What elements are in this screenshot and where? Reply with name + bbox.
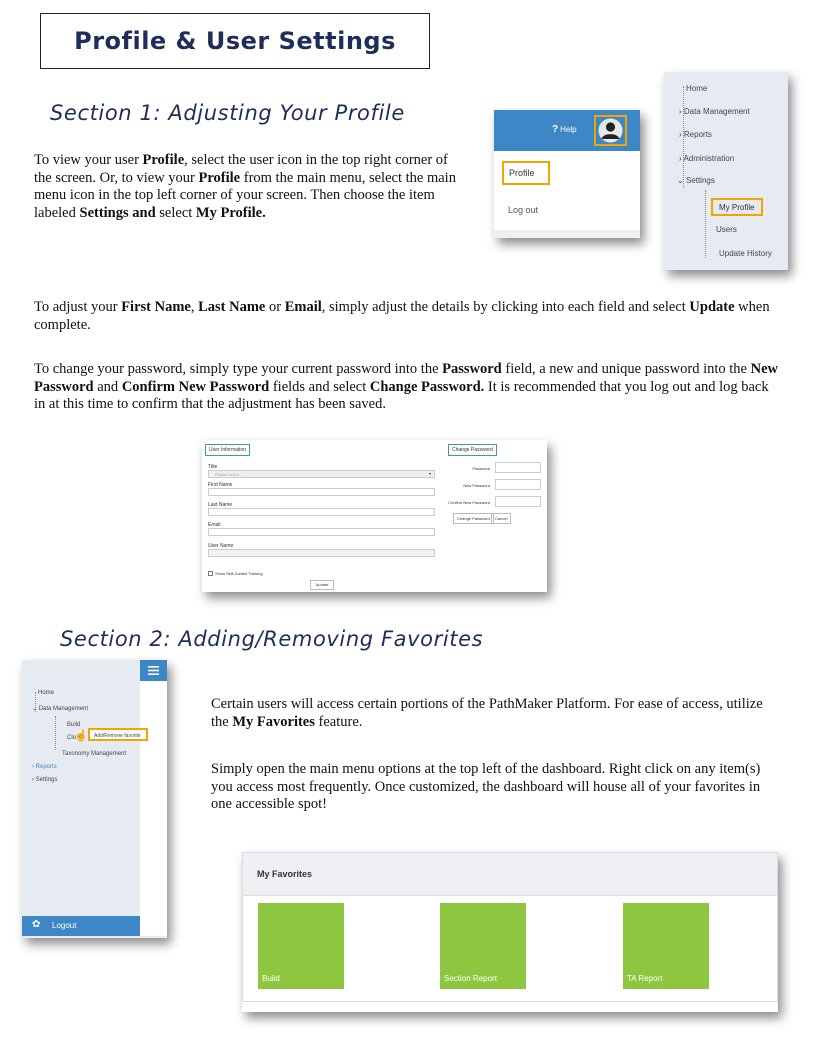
- favorite-tile-ta-report[interactable]: TA Report: [623, 903, 709, 989]
- update-button[interactable]: Update: [310, 580, 334, 590]
- menu-item-settings[interactable]: ⌄ Settings: [677, 176, 715, 185]
- user-name-input[interactable]: [208, 549, 435, 557]
- profile-form-screenshot: [202, 440, 547, 592]
- profile-dropdown-screenshot: [494, 110, 640, 238]
- self-guided-training-checkbox[interactable]: [208, 571, 213, 576]
- chevron-right-icon: ›: [32, 764, 34, 770]
- email-label: Email: [208, 522, 221, 528]
- question-icon: ?: [552, 124, 559, 135]
- favorites-menu-screenshot: [22, 660, 167, 938]
- submenu-tree-line: [55, 716, 56, 750]
- my-favorites-screenshot: [242, 852, 778, 1012]
- menu-item-settings[interactable]: › Settings: [32, 777, 58, 783]
- menu-edge-panel: [140, 681, 167, 936]
- chevron-right-icon: ›: [32, 777, 34, 783]
- submenu-item-users[interactable]: Users: [716, 225, 737, 234]
- chevron-right-icon: ›: [679, 130, 682, 139]
- last-name-label: Last Name: [208, 502, 233, 508]
- title-label: Title: [208, 464, 218, 470]
- main-menu-button[interactable]: [140, 660, 167, 681]
- chevron-right-icon: ›: [679, 154, 682, 163]
- app-header-bar: [494, 110, 640, 151]
- chevron-right-icon: ›: [679, 107, 682, 116]
- favorite-tile-section-report[interactable]: Section Report: [440, 903, 526, 989]
- chevron-down-icon: ⌄: [677, 176, 684, 185]
- user-information-tab[interactable]: User Information: [205, 444, 250, 456]
- user-icon-button[interactable]: [594, 115, 627, 146]
- menu-footer: [494, 230, 640, 238]
- section-1-intro-paragraph: To view your user Profile, select the user icon in the top right corner of the screen. Or, to view your Profile from the main menu, select the main menu icon in the top left corner of your screen. Then choose the item labeled Settings and select My Profile.: [34, 152, 456, 221]
- menu-item-reports[interactable]: › Reports: [32, 764, 57, 770]
- favorite-tile-build[interactable]: Build: [258, 903, 344, 989]
- dropdown-arrow-icon: ▾: [428, 471, 431, 476]
- menu-item-home[interactable]: Home: [38, 690, 55, 696]
- user-name-label: User Name: [208, 543, 234, 549]
- submenu-item-my-profile[interactable]: My Profile: [711, 198, 763, 216]
- submenu-item-clo[interactable]: Clo: [67, 735, 77, 741]
- section-2-instructions-paragraph: Simply open the main menu options at the top left of the dashboard. Right click on any item(s) you access most frequently. Once customized, the dashboard will house all of your favorites in one accessible spot!: [211, 761, 761, 812]
- logout-menu-item[interactable]: Log out: [508, 205, 539, 215]
- hand-cursor-icon: ☝: [74, 730, 88, 742]
- section-2-intro-paragraph: Certain users will access certain portions of the PathMaker Platform. For ease of access, utilize the My Favorites feature.: [211, 696, 763, 730]
- menu-item-administration[interactable]: › Administration: [679, 154, 735, 163]
- menu-item-data-management[interactable]: ⌄ Data Management: [32, 706, 89, 712]
- email-input[interactable]: [208, 528, 435, 536]
- submenu-tree-line: [705, 190, 706, 258]
- submenu-item-update-history[interactable]: Update History: [719, 249, 772, 258]
- first-name-label: First Name: [208, 482, 233, 488]
- help-link[interactable]: ? Help: [552, 124, 577, 135]
- profile-menu-item[interactable]: Profile: [502, 161, 550, 185]
- gear-icon: ✿: [32, 919, 41, 930]
- submenu-item-taxonomy-management[interactable]: Taxonomy Management: [62, 751, 127, 757]
- menu-item-data-management[interactable]: › Data Management: [679, 107, 750, 116]
- cancel-button[interactable]: Cancel: [491, 513, 511, 524]
- logout-bar[interactable]: ✿ Logout: [22, 916, 140, 936]
- menu-item-home[interactable]: Home: [686, 84, 708, 93]
- user-avatar-icon: [596, 117, 625, 144]
- title-select[interactable]: Please select... ▾: [208, 470, 435, 478]
- new-password-input[interactable]: [495, 479, 541, 490]
- confirm-password-input[interactable]: [495, 496, 541, 507]
- hamburger-icon: [140, 660, 167, 681]
- section-1-heading: Section 1: Adjusting Your Profile: [50, 101, 405, 125]
- page-title: Profile & User Settings: [40, 13, 430, 69]
- confirm-password-label: Confirm New Password: [448, 500, 490, 505]
- chevron-down-icon: ⌄: [32, 706, 38, 712]
- change-password-button[interactable]: Change Password: [453, 513, 494, 524]
- settings-menu-screenshot: [664, 72, 788, 270]
- favorites-header: [243, 853, 777, 896]
- change-password-tab[interactable]: Change Password: [448, 444, 497, 456]
- section-1-password-paragraph: To change your password, simply type your current password into the Password field, a new and unique password into the New Password and Confirm New Password fields and select Change Password. It is recommended that you log out and log back in at this time to confirm that the adjustment has been saved.: [34, 361, 778, 412]
- first-name-input[interactable]: [208, 488, 435, 496]
- submenu-item-build[interactable]: Build: [67, 722, 81, 728]
- menu-item-reports[interactable]: › Reports: [679, 130, 712, 139]
- section-2-heading: Section 2: Adding/Removing Favorites: [60, 627, 484, 651]
- password-label: Password: [472, 466, 490, 471]
- password-input[interactable]: [495, 462, 541, 473]
- new-password-label: New Password: [463, 483, 490, 488]
- self-guided-training-label: Show Self-Guided Training: [215, 571, 263, 576]
- last-name-input[interactable]: [208, 508, 435, 516]
- favorites-heading: My Favorites: [257, 869, 313, 879]
- add-remove-favorite-context-item[interactable]: Add/Remove favorite: [88, 728, 148, 741]
- section-1-name-email-paragraph: To adjust your First Name, Last Name or Email, simply adjust the details by clicking into each field and select Update when complete.: [34, 299, 770, 333]
